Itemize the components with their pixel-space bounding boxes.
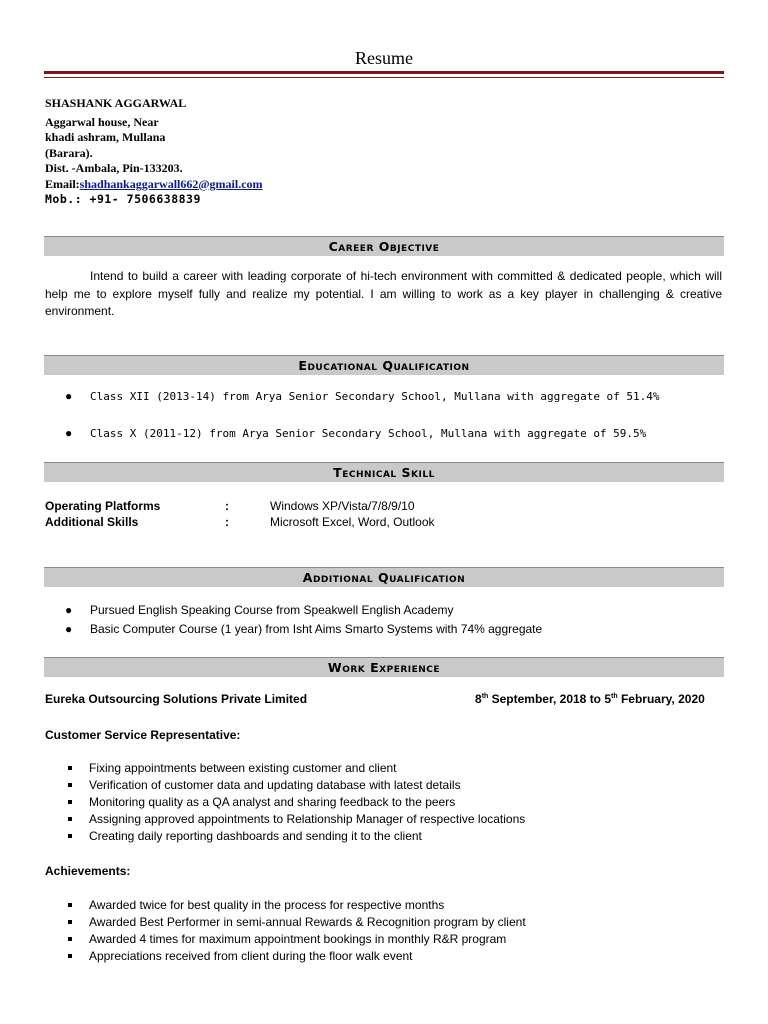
education-heading: Educational Qualification — [44, 355, 724, 375]
title-rule-thick — [44, 71, 724, 74]
career-objective-body: Intend to build a career with leading corporate of hi-tech environment with committed & dedicated people, which will help me to explore myself fully and realize my potential. I am willing to work as a key player in challenging & creative environment. — [45, 269, 722, 318]
duty-item: Verification of customer data and updating database with latest details — [67, 777, 525, 794]
additional-qualification-text: Basic Computer Course (1 year) from Isht Aims Smarto Systems with 74% aggregate — [90, 622, 543, 636]
skill-separator: : — [225, 515, 229, 529]
title-rule-thin — [44, 77, 724, 78]
job-role: Customer Service Representative: — [45, 728, 241, 742]
achievement-item: Awarded twice for best quality in the process for respective months — [67, 897, 526, 914]
achievement-item: Awarded 4 times for maximum appointment bookings in monthly R&R program — [67, 931, 526, 948]
company-name: Eureka Outsourcing Solutions Private Limited — [45, 692, 308, 706]
career-objective-text — [45, 268, 722, 321]
additional-qualification-item — [65, 622, 542, 636]
address-line-1: Aggarwal house, Near — [45, 114, 159, 129]
work-experience-heading: Work Experience — [44, 657, 724, 677]
mobile-number: Mob.: +91- 7506638839 — [45, 192, 201, 206]
date-start-suffix: th — [481, 693, 489, 700]
contact-block — [45, 96, 263, 208]
skill-row — [45, 514, 435, 530]
bullet-dot-icon: ● — [65, 603, 73, 617]
achievements-list — [67, 897, 526, 965]
duty-item: Creating daily reporting dashboards and sending it to the client — [67, 828, 525, 845]
duty-item: Fixing appointments between existing customer and client — [67, 760, 525, 777]
education-item-text: Class X (2011-12) from Arya Senior Secondary School, Mullana with aggregate of 59.5% — [90, 427, 647, 440]
candidate-name: SHASHANK AGGARWAL — [45, 96, 187, 110]
skill-value: Microsoft Excel, Word, Outlook — [270, 515, 435, 529]
technical-skill-heading: Technical Skill — [44, 462, 724, 482]
education-item — [65, 389, 660, 403]
email-link[interactable]: shadhankaggarwall662@gmail.com — [79, 176, 263, 191]
skill-value: Windows XP/Vista/7/8/9/10 — [270, 499, 415, 513]
additional-qualification-text: Pursued English Speaking Course from Speakwell English Academy — [90, 603, 454, 617]
date-end-suffix: th — [611, 693, 618, 700]
achievements-label: Achievements: — [45, 864, 131, 878]
skill-key: Additional Skills — [45, 515, 139, 529]
education-item — [65, 426, 646, 440]
skill-separator: : — [225, 499, 229, 513]
date-start-day: 8 — [475, 692, 482, 706]
address-line-2: khadi ashram, Mullana — [45, 130, 166, 144]
date-end-rest: February, 2020 — [617, 692, 705, 706]
duties-list — [67, 760, 525, 845]
bullet-dot-icon: ● — [65, 622, 73, 636]
email-line — [45, 177, 263, 193]
document-title: Resume — [355, 48, 413, 68]
bullet-dot-icon: ● — [65, 389, 73, 403]
education-item-text: Class XII (2013-14) from Arya Senior Secondary School, Mullana with aggregate of 51.4% — [90, 390, 660, 403]
email-label: Email: — [45, 176, 80, 191]
bullet-dot-icon: ● — [65, 426, 73, 440]
duty-item: Assigning approved appointments to Relationship Manager of respective locations — [67, 811, 525, 828]
employment-dates — [475, 692, 705, 706]
achievement-item: Awarded Best Performer in semi-annual Rewards & Recognition program by client — [67, 914, 526, 931]
achievement-item: Appreciations received from client during the floor walk event — [67, 948, 526, 965]
date-start-rest: September, 2018 to 5 — [488, 692, 612, 706]
additional-qualification-item — [65, 603, 454, 617]
address-line-4: Dist. -Ambala, Pin-133203. — [45, 161, 183, 175]
additional-qualification-heading: Additional Qualification — [44, 567, 724, 587]
skill-key: Operating Platforms — [45, 499, 161, 513]
career-objective-heading: Career Objective — [44, 236, 724, 256]
duty-item: Monitoring quality as a QA analyst and sharing feedback to the peers — [67, 794, 525, 811]
skill-row — [45, 498, 415, 514]
address-line-3: (Barara). — [45, 145, 93, 160]
